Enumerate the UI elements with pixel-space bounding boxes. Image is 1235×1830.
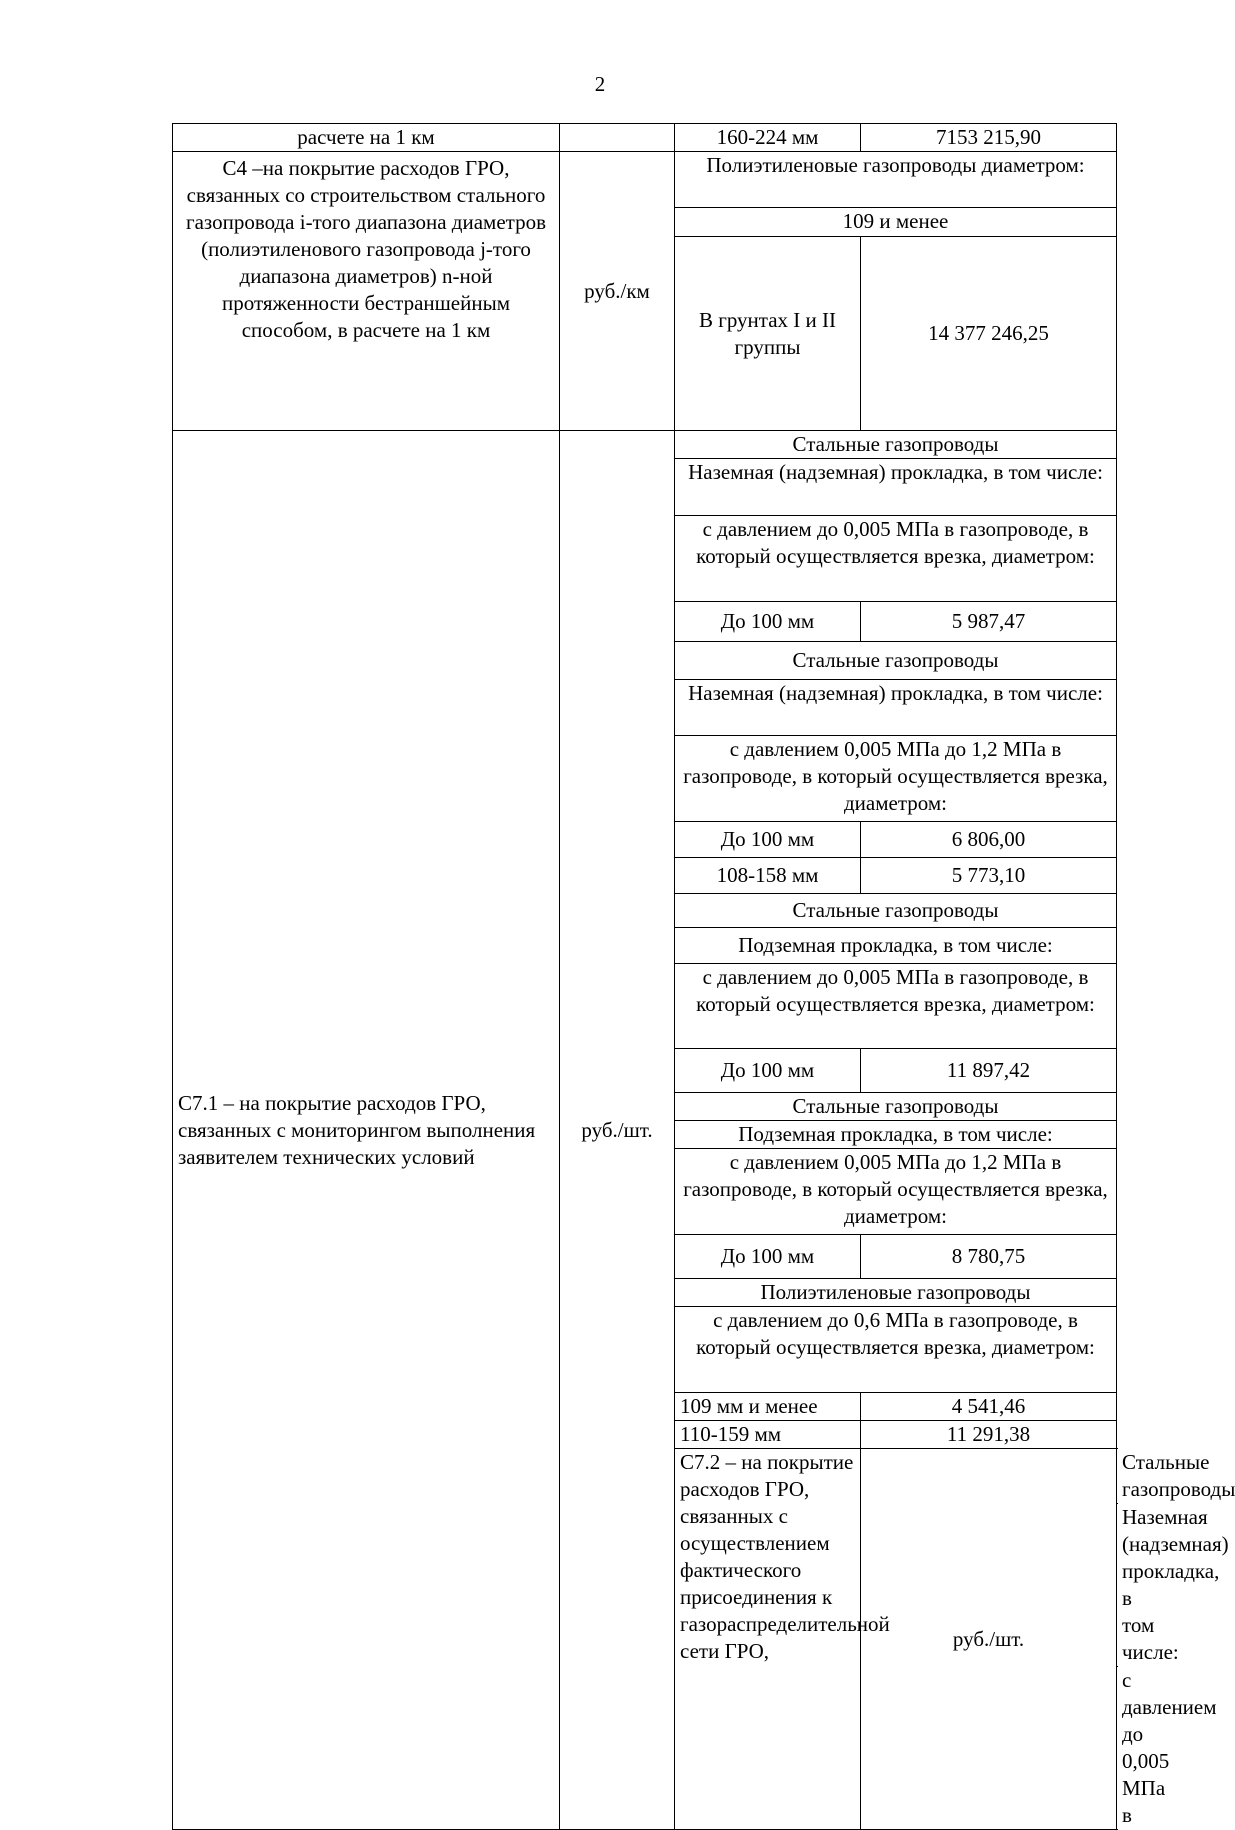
c71-g5-diameter-2: 110-159 мм <box>675 1421 861 1449</box>
c72-description: С7.2 – на покрытие расходов ГРО, связанных с осуществлением фактического присоединения к газораспределительной сети ГРО, <box>675 1449 861 1830</box>
c72-unit: руб./шт. <box>861 1449 1117 1830</box>
c71-g3-value: 11 897,42 <box>861 1049 1117 1093</box>
c71-g2-diameter-1: До 100 мм <box>675 822 861 858</box>
c71-g4-laying: Подземная прокладка, в том числе: <box>675 1121 1117 1149</box>
page-number: 2 <box>594 72 606 96</box>
c71-g2-type: Стальные газопроводы <box>675 642 1117 680</box>
c71-g4-value: 8 780,75 <box>861 1235 1117 1279</box>
c71-g2-diameter-2: 108-158 мм <box>675 858 861 894</box>
table-row: с давлением до 0,005 МПа в <box>1122 1668 1217 1827</box>
c71-g3-type: Стальные газопроводы <box>675 894 1117 928</box>
c71-g2-value-2: 5 773,10 <box>861 858 1117 894</box>
c71-g3-pressure: с давлением до 0,005 МПа в газопроводе, в который осуществляется врезка, диаметром: <box>675 964 1117 1049</box>
c71-g1-pressure: с давлением до 0,005 МПа в газопроводе, в который осуществляется врезка, диаметром: <box>675 516 1117 602</box>
c4-ground: В грунтах I и II группы <box>675 237 861 431</box>
c71-g5-diameter-1: 109 мм и менее <box>675 1393 861 1421</box>
row0-description: расчете на 1 км <box>173 124 560 152</box>
row0-value: 7153 215,90 <box>861 124 1117 152</box>
c71-description: С7.1 – на покрытие расходов ГРО, связанных с мониторингом выполнения заявителем технических условий <box>173 431 560 1830</box>
c71-g3-laying: Подземная прокладка, в том числе: <box>675 928 1117 964</box>
c71-g5-value-2: 11 291,38 <box>861 1421 1117 1449</box>
table-row <box>173 124 1117 152</box>
c4-size: 109 и менее <box>675 208 1117 237</box>
table-row <box>173 152 1117 208</box>
c71-g4-type: Стальные газопроводы <box>675 1093 1117 1121</box>
row0-unit <box>560 124 675 152</box>
c71-g5-type: Полиэтиленовые газопроводы <box>675 1279 1117 1307</box>
c4-header: Полиэтиленовые газопроводы диаметром: <box>675 152 1117 208</box>
c71-g2-pressure: с давлением 0,005 МПа до 1,2 МПа в газопроводе, в который осуществляется врезка, диаметром: <box>675 736 1117 822</box>
c71-g1-value: 5 987,47 <box>861 602 1117 642</box>
c71-g2-value-1: 6 806,00 <box>861 822 1117 858</box>
table-row: Наземная (надземная) прокладка, в том числе: <box>1122 1505 1229 1664</box>
c4-unit: руб./км <box>560 152 675 431</box>
tariff-table <box>172 123 1235 1830</box>
table-row <box>173 431 1117 459</box>
c71-g3-diameter: До 100 мм <box>675 1049 861 1093</box>
c71-g5-value-1: 4 541,46 <box>861 1393 1117 1421</box>
c71-g1-type: Стальные газопроводы <box>675 431 1117 459</box>
c71-g1-diameter: До 100 мм <box>675 602 861 642</box>
table-row: С7.2 – на покрытие расходов ГРО, связанных с осуществлением фактического присоединения к газораспределительной сети ГРО, руб./шт. Стальные газопроводы <box>173 1449 1117 1504</box>
c71-unit: руб./шт. <box>560 431 675 1830</box>
c71-g2-laying: Наземная (надземная) прокладка, в том числе: <box>675 680 1117 736</box>
c71-g4-diameter: До 100 мм <box>675 1235 861 1279</box>
c4-description: С4 –на покрытие расходов ГРО, связанных со строительством стального газопровода i-того диапазона диаметров (полиэтиленового газопровода j-того диапазона диаметров) n-ной протяженности бестраншейным способом, в расчете на 1 км <box>173 152 560 431</box>
row0-diameter: 160-224 мм <box>675 124 861 152</box>
c4-value: 14 377 246,25 <box>861 237 1117 431</box>
c71-g5-pressure: с давлением до 0,6 МПа в газопроводе, в который осуществляется врезка, диаметром: <box>675 1307 1117 1393</box>
c71-g1-laying: Наземная (надземная) прокладка, в том числе: <box>675 459 1117 516</box>
c71-g4-pressure: с давлением 0,005 МПа до 1,2 МПа в газопроводе, в который осуществляется врезка, диаметром: <box>675 1149 1117 1235</box>
